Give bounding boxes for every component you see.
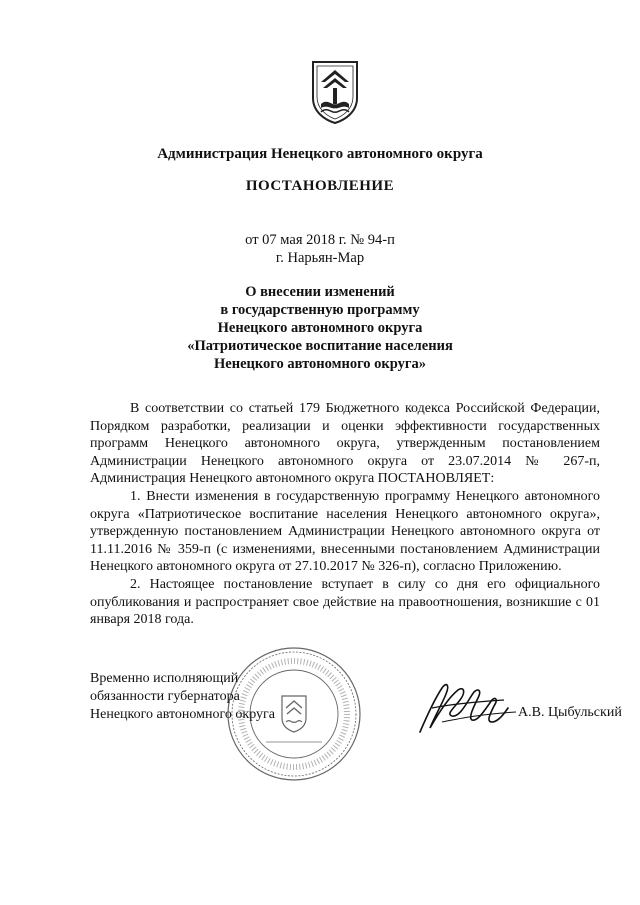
document-type: ПОСТАНОВЛЕНИЕ	[245, 178, 395, 194]
official-seal-icon	[226, 646, 362, 782]
signer-position-line: обязанности губернатора	[90, 689, 240, 704]
title-line: Ненецкого автономного округа	[217, 320, 423, 336]
handwritten-signature-icon	[412, 678, 522, 738]
document-date-number: от 07 мая 2018 г. № 94-п	[245, 232, 395, 248]
body-paragraph: 2. Настоящее постановление вступает в силу со дня его официального опубликования и распространяет свое действие на правоотношения, возникшие с 01 января 2018 года.	[90, 576, 600, 628]
title-line: Ненецкого автономного округа»	[214, 356, 426, 372]
signer-position-line: Ненецкого автономного округа	[90, 707, 275, 722]
document-body	[90, 400, 600, 629]
title-line: в государственную программу	[220, 302, 420, 318]
body-paragraph: В соответствии со статьей 179 Бюджетного кодекса Российской Федерации, Порядком разработки, реализации и оценки эффективности государственных программ Ненецкого автономного округа, утвержденным постановлением Администрации Ненецкого автономного округа от 23.07.2014 № 267-п, Администрация Ненецкого автономного округа ПОСТАНОВЛЯЕТ:	[90, 401, 600, 487]
title-line: О внесении изменений	[245, 284, 395, 300]
body-paragraph: 1. Внести изменения в государственную программу Ненецкого автономного округа «Патриотическое воспитание населения Ненецкого автономного округа», утвержденную постановлением Администрации Ненецкого автономного округа от 11.11.2016 № 359-п (с изменениями, внесенными постановлением Администрации Ненецкого автономного округа от 27.10.2017 № 326-п), согласно Приложению.	[90, 488, 600, 575]
document-place: г. Нарьян-Мар	[275, 250, 365, 266]
signer-position-line: Временно исполняющий	[90, 671, 239, 686]
signer-name: А.В. Цыбульский	[518, 705, 622, 720]
organization-name: Администрация Ненецкого автономного округа	[157, 146, 483, 162]
coat-of-arms-icon	[311, 60, 359, 124]
document-title	[0, 283, 640, 373]
title-line: «Патриотическое воспитание населения	[187, 338, 453, 354]
